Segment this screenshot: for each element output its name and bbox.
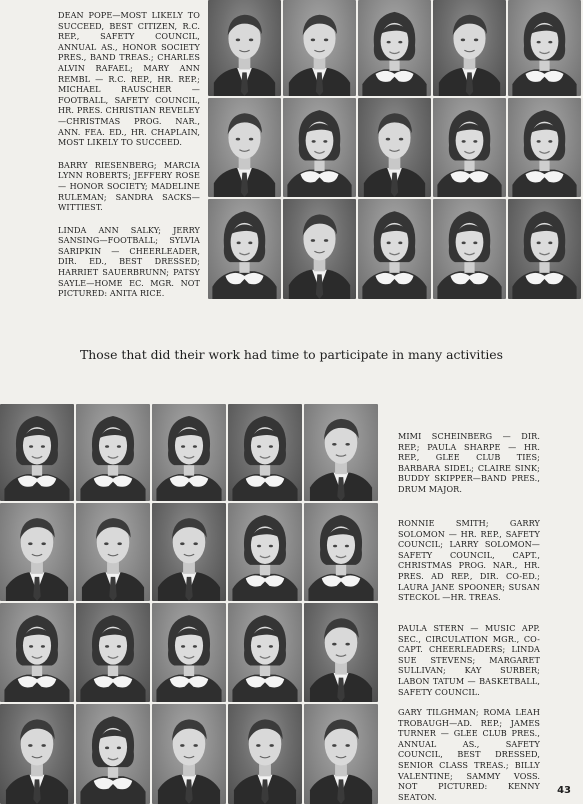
top-portrait-photo bbox=[208, 98, 281, 197]
top-portrait-photo bbox=[358, 199, 431, 299]
bottom-portrait-photo bbox=[76, 603, 150, 702]
bottom-portrait-photo bbox=[304, 404, 378, 501]
top-portrait-photo bbox=[283, 199, 356, 299]
bottom-caption-2 bbox=[398, 518, 540, 603]
top-captions bbox=[58, 10, 200, 299]
bottom-portrait-photo bbox=[76, 704, 150, 804]
bottom-portrait-photo bbox=[304, 603, 378, 702]
bottom-portrait-photo bbox=[152, 704, 226, 804]
top-portrait-photo bbox=[283, 98, 356, 197]
top-portrait-photo bbox=[358, 98, 431, 197]
bottom-caption-1 bbox=[398, 431, 540, 495]
bottom-portrait-grid bbox=[0, 404, 378, 804]
top-portrait-photo bbox=[508, 199, 581, 299]
bottom-portrait-photo bbox=[152, 503, 226, 601]
bottom-portrait-photo bbox=[76, 404, 150, 501]
top-portrait-photo bbox=[508, 0, 581, 96]
bottom-portrait-photo bbox=[304, 704, 378, 804]
bottom-portrait-photo bbox=[228, 603, 302, 702]
top-portrait-photo bbox=[208, 199, 281, 299]
top-portrait-photo bbox=[433, 199, 506, 299]
bottom-portrait-photo bbox=[0, 404, 74, 501]
top-portrait-photo bbox=[433, 98, 506, 197]
bottom-portrait-photo bbox=[304, 503, 378, 601]
bottom-portrait-photo bbox=[152, 404, 226, 501]
caption-block: DEAN POPE—MOST LIKELY TO SUCCEED, BEST CITIZEN, R.C. REP., SAFETY COUNCIL, ANNUAL AS., HONOR SOCIETY PRES., BAND TREAS.; CHARLES ALVIN RAFAEL; MARY ANN REMBL — R.C. REP., HR. REP.; MICHAEL RAUSCHER — FOOTBALL, SAFETY COUNCIL, HR. PRES. CHRISTIAN REVELEY—CHRISTMAS PROG. NAR., ANN. FEA. ED., HR. CHAPLAIN, MOST LIKELY TO SUCCEED. bbox=[58, 10, 200, 148]
bottom-caption-3 bbox=[398, 623, 540, 697]
page-number: 43 bbox=[557, 785, 571, 796]
top-portrait-photo bbox=[208, 0, 281, 96]
caption-block: MIMI SCHEINBERG — DIR. REP.; PAULA SHARPE — HR. REP., GLEE CLUB TIES; BARBARA SIDEL; CLAIRE SINK; BUDDY SKIPPER—BAND PRES., DRUM MAJOR. bbox=[398, 431, 540, 494]
top-portrait-photo bbox=[283, 0, 356, 96]
bottom-portrait-photo bbox=[228, 404, 302, 501]
top-portrait-grid bbox=[208, 0, 581, 299]
top-portrait-photo bbox=[358, 0, 431, 96]
bottom-portrait-photo bbox=[0, 503, 74, 601]
caption-block: BARRY RIESENBERG; MARCIA LYNN ROBERTS; JEFFERY ROSE — HONOR SOCIETY; MADELINE RULEMAN; SANDRA SACKS—WITTIEST. bbox=[58, 159, 200, 213]
top-portrait-photo bbox=[433, 0, 506, 96]
page-headline: Those that did their work had time to participate in many activities bbox=[80, 347, 503, 362]
caption-block: PAULA STERN — MUSIC APP. SEC., CIRCULATION MGR., CO-CAPT. CHEERLEADERS; LINDA SUE STEVENS; MARGARET SULLIVAN; KAY SURBER; LABON TATUM — BASKETBALL, SAFETY COUNCIL. bbox=[398, 623, 540, 697]
bottom-portrait-photo bbox=[152, 603, 226, 702]
bottom-portrait-photo bbox=[0, 704, 74, 804]
bottom-portrait-photo bbox=[228, 503, 302, 601]
bottom-portrait-photo bbox=[228, 704, 302, 804]
caption-block: GARY TILGHMAN; ROMA LEAH TROBAUGH—AD. REP.; JAMES TURNER — GLEE CLUB PRES., ANNUAL AS., SAFETY COUNCIL, BEST DRESSED, SENIOR CLASS TREAS.; BILLY VALENTINE; SAMMY VOSS. NOT PICTURED: KENNY SEATON. bbox=[398, 707, 540, 802]
top-portrait-photo bbox=[508, 98, 581, 197]
bottom-caption-4 bbox=[398, 707, 540, 802]
caption-block: RONNIE SMITH; GARRY SOLOMON — HR. REP., SAFETY COUNCIL; LARRY SOLOMON—SAFETY COUNCIL, CAPT., CHRISTMAS PROG. NAR., HR. PRES. AD REP., DIR. CO-ED.; LAURA JANE SPOONER; SUSAN STECKOL —HR. TREAS. bbox=[398, 518, 540, 603]
bottom-portrait-photo bbox=[76, 503, 150, 601]
caption-block: LINDA ANN SALKY; JERRY SANSING—FOOTBALL; SYLVIA SARIPKIN — CHEERLEADER, DIR. ED., BEST DRESSED; HARRIET SAUERBRUNN; PATSY SAYLE—HOME EC. MGR. NOT PICTURED: ANITA RICE. bbox=[58, 224, 200, 299]
bottom-portrait-photo bbox=[0, 603, 74, 702]
